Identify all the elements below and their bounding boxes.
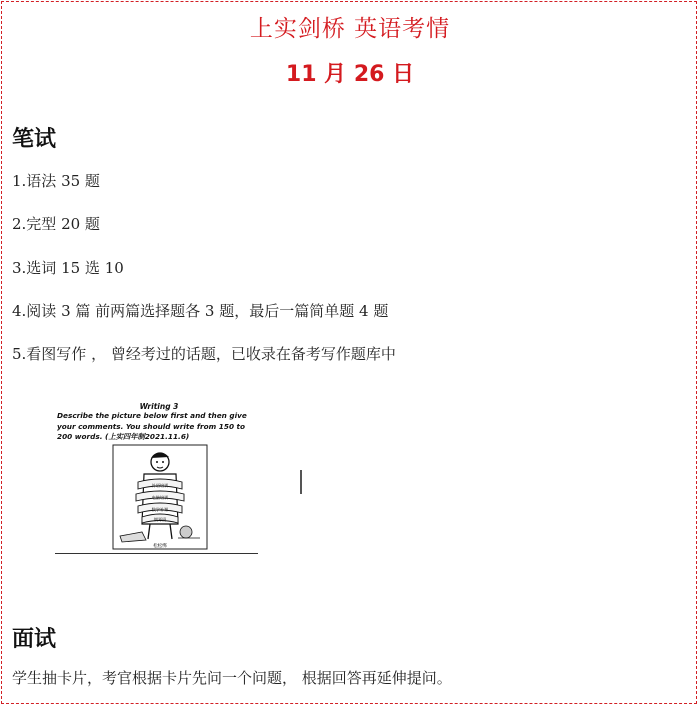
written-item-grammar: 1.语法 35 题 [12,172,100,190]
writing-prompt-title: Writing 3 [139,402,179,411]
cartoon-illustration [112,444,208,550]
written-item-reading: 4.阅读 3 篇 前两篇选择题各 3 题，最后一篇简单题 4 题 [12,302,389,320]
writing-prompt-image [55,402,263,558]
written-item-word-selection: 3.选词 15 选 10 [12,259,124,277]
oral-exam-description: 学生抽卡片，考官根据卡片先问一个问题， 根据回答再延伸提问。 [12,669,452,687]
text-cursor [300,470,302,494]
writing-prompt-text: Describe the picture below first and then give your comments. You should write from 150 to 200 words. (上实四年制2021.11.6) [57,411,247,441]
image-divider [55,553,258,554]
band-label-2: 电脑培训 [151,495,169,500]
band-label-1: 外语培训 [151,483,169,488]
written-item-picture-writing: 5.看图写作 ， 曾经考过的话题，已收录在备考写作题库中 [12,345,396,363]
page-title: 上实剑桥 英语考情 [249,16,451,42]
oral-exam-heading: 面试 [12,626,57,652]
cartoon-caption: 松松绑 [153,544,167,549]
band-label-3: 数学补课 [151,507,169,512]
exam-date: 11 月 26 日 [285,62,415,87]
written-exam-heading: 笔试 [12,126,57,152]
band-label-4: 钢琴班 [153,517,167,522]
written-item-cloze: 2.完型 20 题 [12,215,100,233]
